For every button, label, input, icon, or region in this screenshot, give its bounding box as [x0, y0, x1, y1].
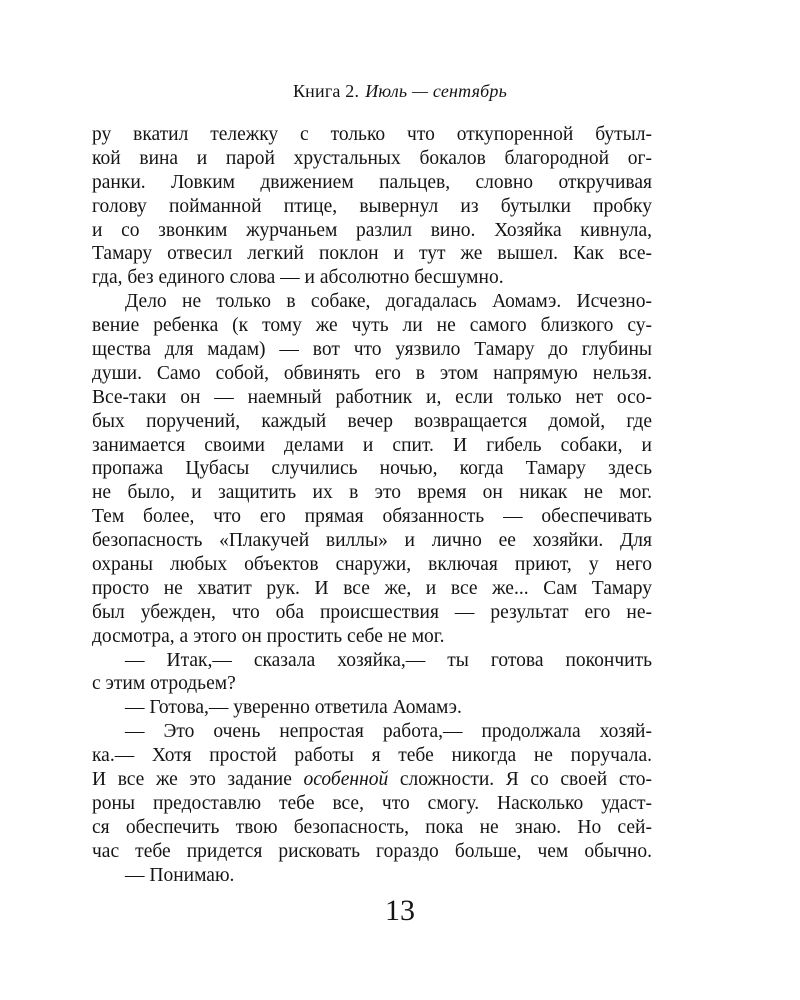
text-line: Все-таки он — наемный работник и, если только нет осо- — [92, 386, 652, 408]
header-book-label: Книга 2. — [292, 81, 360, 101]
text-line: Дело не только в собаке, догадалась Аомамэ. Исчезно- — [125, 291, 652, 313]
running-header — [0, 80, 800, 102]
body-text — [92, 123, 652, 888]
text-line: Тамару отвесил легкий поклон и тут же вышел. Как все- — [92, 243, 652, 265]
text-line: щества для мадам) — вот что уязвило Тамару до глубины — [92, 339, 652, 361]
page-number: 13 — [385, 894, 415, 927]
text-line: не было, и защитить их в это время он никак не мог. — [92, 482, 652, 504]
text-line: — Итак,— сказала хозяйка,— ты готова покончить — [125, 649, 652, 671]
text-line: вение ребенка (к тому же чуть ли не самого близкого су- — [92, 315, 652, 337]
text-line: просто не хватит рук. И все же, и все же... Сам Тамару — [92, 577, 652, 599]
text-line: был убежден, что оба происшествия — результат его не- — [92, 601, 652, 623]
text-line: голову пойманной птице, вывернул из бутылки пробку — [92, 195, 652, 217]
text-line: занимается своими делами и спит. И гибель собаки, и — [92, 434, 652, 456]
text-line: час тебе придется рисковать гораздо больше, чем обычно. — [92, 840, 652, 862]
emphasized-word: особенной — [303, 769, 389, 791]
text-line: и со звонким журчаньем разлил вино. Хозяйка кивнула, — [92, 219, 652, 241]
text-line-with-emphasis — [92, 768, 652, 792]
header-period-label: Июль — сентябрь — [365, 81, 508, 101]
text-line: роны предоставлю тебе все, что смогу. Насколько удаст- — [92, 792, 652, 814]
text-fragment: И все же это задание — [92, 769, 304, 791]
text-fragment: сложности. Я со своей сто- — [388, 769, 652, 791]
text-line: охраны любых объектов снаружи, включая приют, у него — [92, 554, 652, 576]
text-line: с этим отродьем? — [92, 673, 236, 695]
text-line: — Понимаю. — [125, 864, 235, 886]
text-line: бых поручений, каждый вечер возвращается домой, где — [92, 410, 652, 432]
text-line: досмотра, а этого он простить себе не мог. — [92, 625, 445, 647]
text-line: кой вина и парой хрустальных бокалов благородной ог- — [92, 147, 652, 169]
text-line: души. Само собой, обвинять его в этом напрямую нельзя. — [92, 362, 652, 384]
text-line: Тем более, что его прямая обязанность — обеспечивать — [92, 506, 652, 528]
text-line: безопасность «Плакучей виллы» и лично ее хозяйки. Для — [92, 530, 652, 552]
text-line: гда, без единого слова — и абсолютно бесшумно. — [92, 267, 504, 289]
text-line: ранки. Ловким движением пальцев, словно откручивая — [92, 171, 652, 193]
text-line: — Это очень непростая работа,— продолжала хозяй- — [125, 721, 652, 743]
text-line: пропажа Цубасы случились ночью, когда Тамару здесь — [92, 458, 652, 480]
text-line: ся обеспечить твою безопасность, пока не знаю. Но сей- — [92, 816, 652, 838]
text-line: ру вкатил тележку с только что откупоренной бутыл- — [92, 124, 652, 145]
text-line: — Готова,— уверенно ответила Аомамэ. — [125, 697, 462, 719]
text-line: ка.— Хотя простой работы я тебе никогда не поручала. — [92, 745, 652, 767]
